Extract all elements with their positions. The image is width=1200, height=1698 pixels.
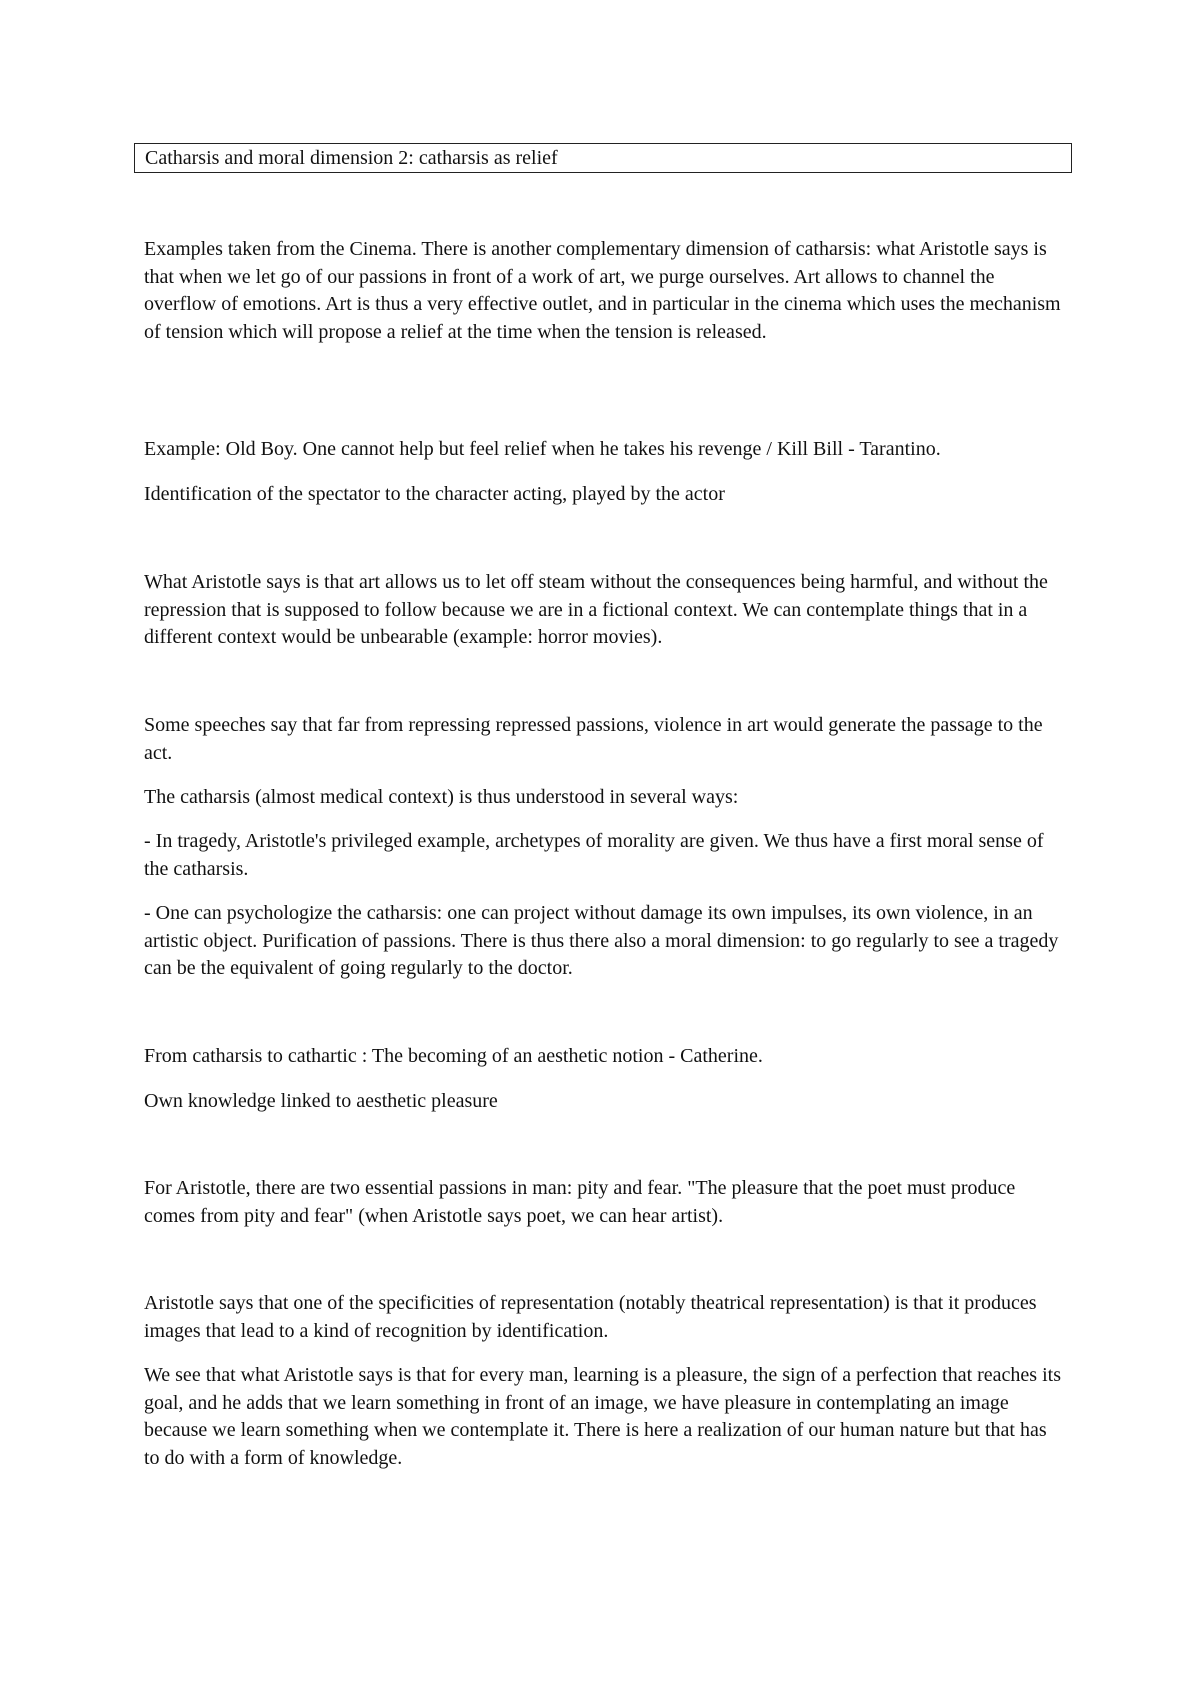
paragraph-psychologize: - One can psychologize the catharsis: one can project without damage its own impulses, its own violence, in an artistic object. Purification of passions. There is thus there also a moral dimension: to go regularly to see a tragedy can be the equivalent of going regularly to the doctor.	[144, 902, 1059, 979]
paragraph-old-boy-example: Example: Old Boy. One cannot help but feel relief when he takes his revenge / Kill Bill - Tarantino.	[144, 438, 941, 460]
paragraph-own-knowledge: Own knowledge linked to aesthetic pleasure	[144, 1090, 498, 1112]
paragraph-let-off-steam: What Aristotle says is that art allows us to let off steam without the consequences being harmful, and without the repression that is supposed to follow because we are in a fictional context. We can contemplate things that in a different context would be unbearable (example: horror movies).	[144, 571, 1048, 648]
paragraph-tragedy-archetypes: - In tragedy, Aristotle's privileged example, archetypes of morality are given. We thus have a first moral sense of the catharsis.	[144, 830, 1044, 880]
paragraph-violence-in-art: Some speeches say that far from repressing repressed passions, violence in art would generate the passage to the act.	[144, 714, 1043, 764]
paragraph-catharsis-ways: The catharsis (almost medical context) is thus understood in several ways:	[144, 786, 739, 808]
paragraph-learning-pleasure: We see that what Aristotle says is that for every man, learning is a pleasure, the sign of a perfection that reaches its goal, and he adds that we learn something in front of an image, we have pleasure in contemplating an image because we learn something when we contemplate it. There is here a realization of our human nature but that has to do with a form of knowledge.	[144, 1364, 1061, 1469]
paragraph-pity-and-fear: For Aristotle, there are two essential passions in man: pity and fear. "The pleasure that the poet must produce comes from pity and fear" (when Aristotle says poet, we can hear artist).	[144, 1177, 1016, 1227]
paragraph-identification: Identification of the spectator to the character acting, played by the actor	[144, 483, 725, 505]
paragraph-representation: Aristotle says that one of the specificities of representation (notably theatrical representation) is that it produces images that lead to a kind of recognition by identification.	[144, 1292, 1037, 1342]
paragraph-cathartic-notion: From catharsis to cathartic : The becoming of an aesthetic notion - Catherine.	[144, 1045, 763, 1067]
paragraph-cinema-examples: Examples taken from the Cinema. There is another complementary dimension of catharsis: what Aristotle says is that when we let go of our passions in front of a work of art, we purge ourselves. Art allows to channel the overflow of emotions. Art is thus a very effective outlet, and in particular in the cinema which uses the mechanism of tension which will propose a relief at the time when the tension is released.	[144, 238, 1061, 343]
document-title: Catharsis and moral dimension 2: catharsis as relief	[134, 143, 1072, 173]
